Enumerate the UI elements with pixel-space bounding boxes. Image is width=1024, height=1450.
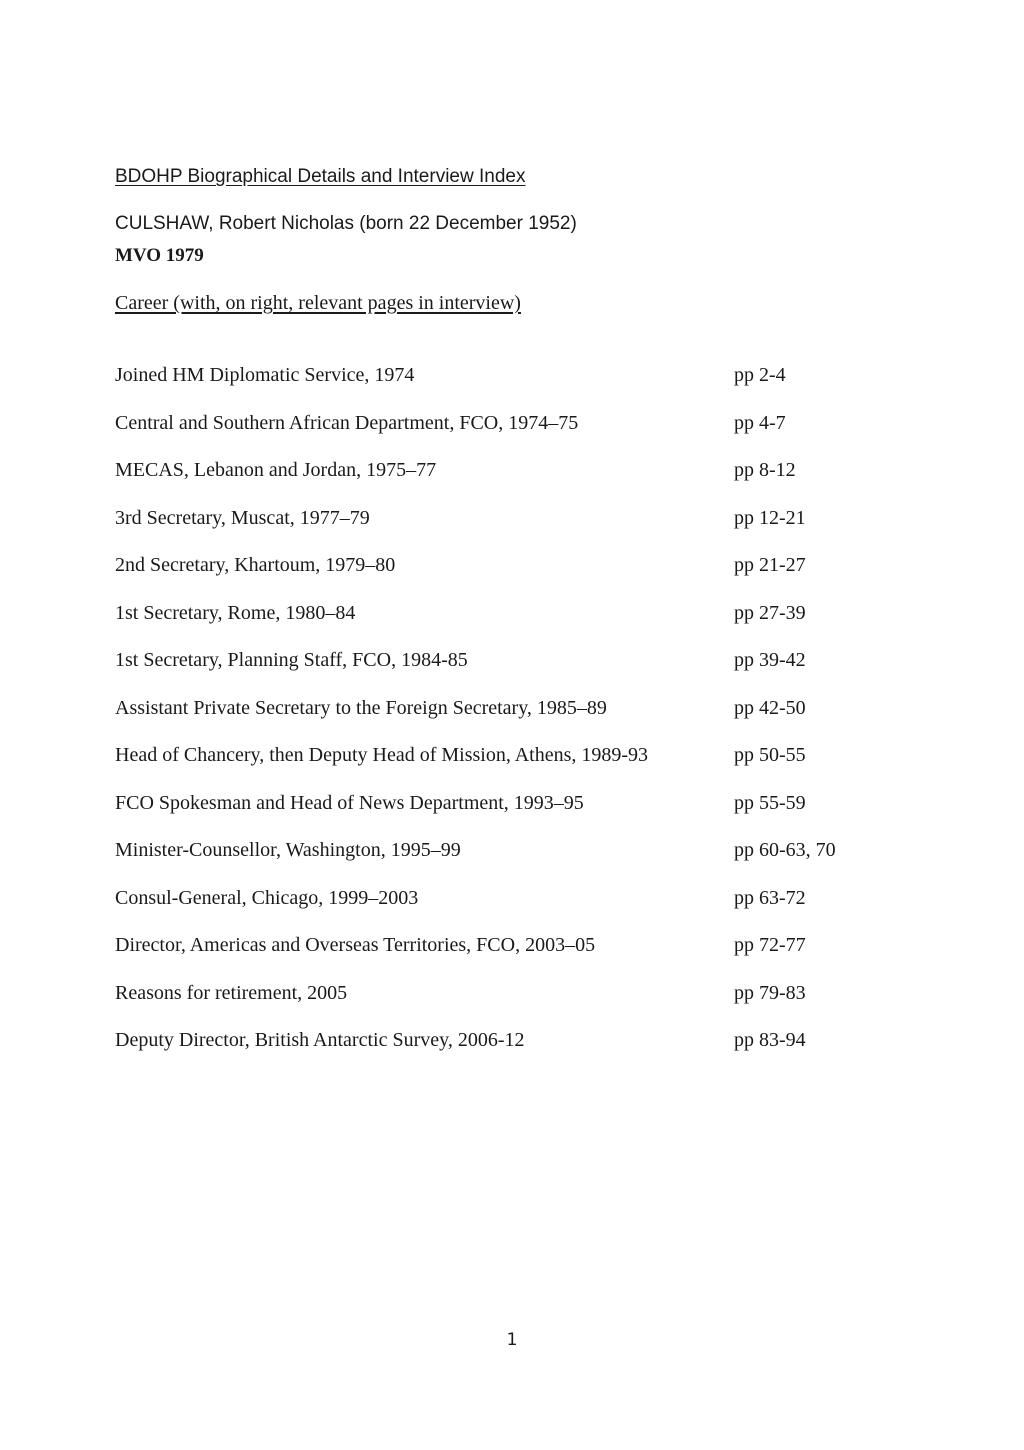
career-role: MECAS, Lebanon and Jordan, 1975–77: [115, 459, 437, 481]
career-role: Consul-General, Chicago, 1999–2003: [115, 886, 419, 909]
career-row: [115, 742, 875, 790]
career-row: [115, 932, 875, 980]
career-row: [115, 600, 875, 648]
page-number: 1: [506, 1330, 518, 1350]
career-role: 1st Secretary, Planning Staff, FCO, 1984-85: [115, 649, 468, 671]
career-row: [115, 790, 875, 838]
career-role: 2nd Secretary, Khartoum, 1979–80: [115, 554, 396, 576]
career-pages: pp 8-12: [734, 459, 796, 481]
career-row: [115, 1027, 875, 1075]
career-row: [115, 980, 875, 1028]
career-pages: pp 79-83: [734, 981, 806, 1004]
career-pages: pp 63-72: [734, 886, 806, 909]
career-row: [115, 885, 875, 933]
career-pages: pp 27-39: [734, 601, 806, 624]
career-pages: pp 50-55: [734, 744, 806, 766]
career-row: [115, 457, 875, 505]
career-pages: pp 21-27: [734, 554, 806, 576]
career-role: Director, Americas and Overseas Territories, FCO, 2003–05: [115, 934, 596, 956]
career-role: Assistant Private Secretary to the Foreign Secretary, 1985–89: [115, 696, 607, 719]
career-row: [115, 647, 875, 695]
honour: MVO 1979: [115, 245, 204, 266]
career-role: Deputy Director, British Antarctic Survey, 2006-12: [115, 1029, 525, 1051]
career-heading: Career (with, on right, relevant pages in interview): [115, 292, 521, 314]
career-row: [115, 362, 875, 410]
career-role: FCO Spokesman and Head of News Department, 1993–95: [115, 791, 584, 814]
career-list: [115, 362, 875, 1075]
career-role: 3rd Secretary, Muscat, 1977–79: [115, 506, 370, 529]
career-pages: pp 2-4: [734, 364, 786, 386]
career-row: [115, 552, 875, 600]
career-row: [115, 837, 875, 885]
career-role: Reasons for retirement, 2005: [115, 981, 348, 1004]
career-row: [115, 505, 875, 553]
career-pages: pp 39-42: [734, 649, 806, 671]
career-row: [115, 410, 875, 458]
career-role: 1st Secretary, Rome, 1980–84: [115, 601, 356, 624]
career-row: [115, 695, 875, 743]
career-pages: pp 83-94: [734, 1029, 806, 1051]
career-pages: pp 42-50: [734, 696, 806, 719]
career-pages: pp 72-77: [734, 934, 806, 956]
career-role: Head of Chancery, then Deputy Head of Mission, Athens, 1989-93: [115, 744, 649, 766]
career-role: Central and Southern African Department, FCO, 1974–75: [115, 411, 579, 434]
career-role: Joined HM Diplomatic Service, 1974: [115, 364, 415, 386]
document-title: BDOHP Biographical Details and Interview Index: [115, 166, 526, 187]
career-pages: pp 55-59: [734, 791, 806, 814]
career-pages: pp 4-7: [734, 411, 786, 434]
person-name: CULSHAW, Robert Nicholas (born 22 December 1952): [115, 213, 577, 234]
career-role: Minister-Counsellor, Washington, 1995–99: [115, 839, 461, 861]
career-pages: pp 60-63, 70: [734, 839, 836, 861]
career-pages: pp 12-21: [734, 506, 806, 529]
